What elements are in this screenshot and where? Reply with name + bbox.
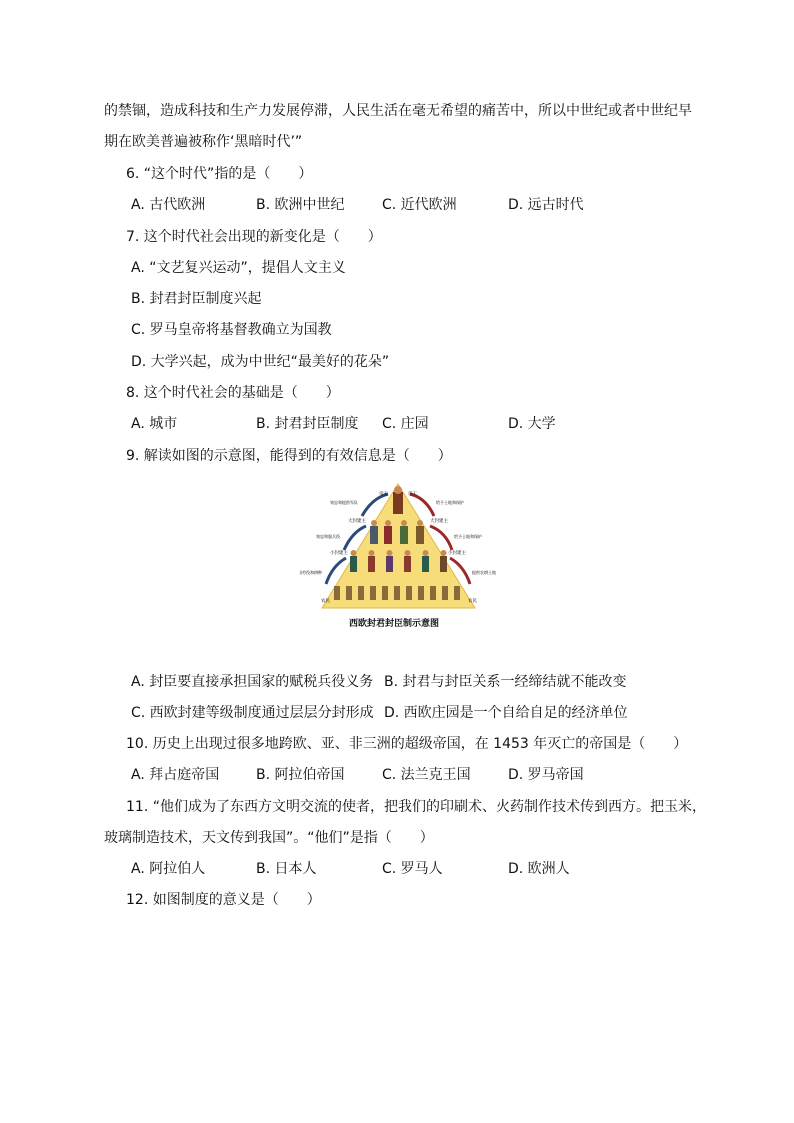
king-figure xyxy=(393,486,403,514)
q7-option-a[interactable]: A. “文艺复兴运动”，提倡人文主义 xyxy=(131,260,346,276)
tier-label-left-peasant: 农民 xyxy=(321,599,330,604)
q10-option-b[interactable]: B. 阿拉伯帝国 xyxy=(256,767,345,783)
left-label-1: 效忠和提供军队 xyxy=(330,500,358,505)
q9-option-c[interactable]: C. 西欧封建等级制度通过层层分封形成 xyxy=(131,705,374,721)
q6-option-a[interactable]: A. 古代欧洲 xyxy=(131,197,206,213)
q6-option-c[interactable]: C. 近代欧洲 xyxy=(382,197,457,213)
q11-option-c[interactable]: C. 罗马人 xyxy=(382,861,443,877)
q7-option-c[interactable]: C. 罗马皇帝将基督教确立为国教 xyxy=(131,322,332,338)
intro-line-1: 的禁锢，造成科技和生产力发展停滞，人民生活在毫无希望的痛苦中，所以中世纪或者中世纪早 xyxy=(104,103,692,119)
question-11-stem-line2: 玻璃制造技术，天文传到我国”。“他们”是指（ ） xyxy=(104,830,434,846)
left-label-2: 效忠和服兵役 xyxy=(316,534,340,539)
figure-caption: 西欧封君封臣制示意图 xyxy=(348,619,439,629)
right-label-2: 给予土地和保护 xyxy=(454,534,482,539)
q6-option-b[interactable]: B. 欧洲中世纪 xyxy=(256,197,345,213)
feudal-pyramid-diagram xyxy=(300,480,500,615)
q8-option-b[interactable]: B. 封君封臣制度 xyxy=(256,416,359,432)
q8-option-d[interactable]: D. 大学 xyxy=(508,416,556,432)
tier-label-right-king: 帝王 xyxy=(408,492,417,497)
q9-option-b[interactable]: B. 封君与封臣关系一经缔结就不能改变 xyxy=(384,674,627,690)
q7-option-d[interactable]: D. 大学兴起，成为中世纪“最美好的花朵” xyxy=(131,354,390,370)
q8-option-c[interactable]: C. 庄园 xyxy=(382,416,429,432)
q11-option-d[interactable]: D. 欧洲人 xyxy=(508,861,570,877)
tier-label-left-lesser-lord: 小封建主 xyxy=(330,551,348,556)
question-7-stem: 7. 这个时代社会出现的新变化是（ ） xyxy=(126,229,382,245)
tier-label-right-peasant: 农民 xyxy=(468,599,477,604)
question-10-stem: 10. 历史上出现过很多地跨欧、亚、非三洲的超级帝国，在 1453 年灭亡的帝国是（ ） xyxy=(126,736,688,752)
question-6-stem: 6. “这个时代”指的是（ ） xyxy=(126,166,313,182)
question-9-stem: 9. 解读如图的示意图，能得到的有效信息是（ ） xyxy=(126,448,452,464)
q10-option-a[interactable]: A. 拜占庭帝国 xyxy=(131,767,220,783)
q9-option-a[interactable]: A. 封臣要直接承担国家的赋税兵役义务 xyxy=(131,674,374,690)
q11-option-b[interactable]: B. 日本人 xyxy=(256,861,317,877)
intro-line-2: 期在欧美普遍被称作‘黑暗时代’” xyxy=(104,134,303,150)
tier-label-left-king: 帝王 xyxy=(379,492,388,497)
q10-option-d[interactable]: D. 罗马帝国 xyxy=(508,767,584,783)
q8-option-a[interactable]: A. 城市 xyxy=(131,416,178,432)
right-label-1: 给予土地和保护 xyxy=(436,500,464,505)
q10-option-c[interactable]: C. 法兰克王国 xyxy=(382,767,471,783)
q11-option-a[interactable]: A. 阿拉伯人 xyxy=(131,861,206,877)
question-11-stem-line1: 11. “他们成为了东西方文明交流的使者，把我们的印刷术、火药制作技术传到西方。把玉米， xyxy=(126,799,706,815)
q6-option-d[interactable]: D. 远古时代 xyxy=(508,197,584,213)
q7-option-b[interactable]: B. 封君封臣制度兴起 xyxy=(131,291,262,307)
right-label-3: 提供农耕土地 xyxy=(472,570,496,575)
left-label-3: 服劳役和耕种 xyxy=(300,570,322,575)
tier-label-right-great-lord: 大封建主 xyxy=(430,519,448,524)
tier-label-right-lesser-lord: 小封建主 xyxy=(448,551,466,556)
tier-label-left-great-lord: 大封建主 xyxy=(348,519,366,524)
question-8-stem: 8. 这个时代社会的基础是（ ） xyxy=(126,385,340,401)
question-12-stem: 12. 如图制度的意义是（ ） xyxy=(126,892,321,908)
q9-option-d[interactable]: D. 西欧庄园是一个自给自足的经济单位 xyxy=(384,705,628,721)
